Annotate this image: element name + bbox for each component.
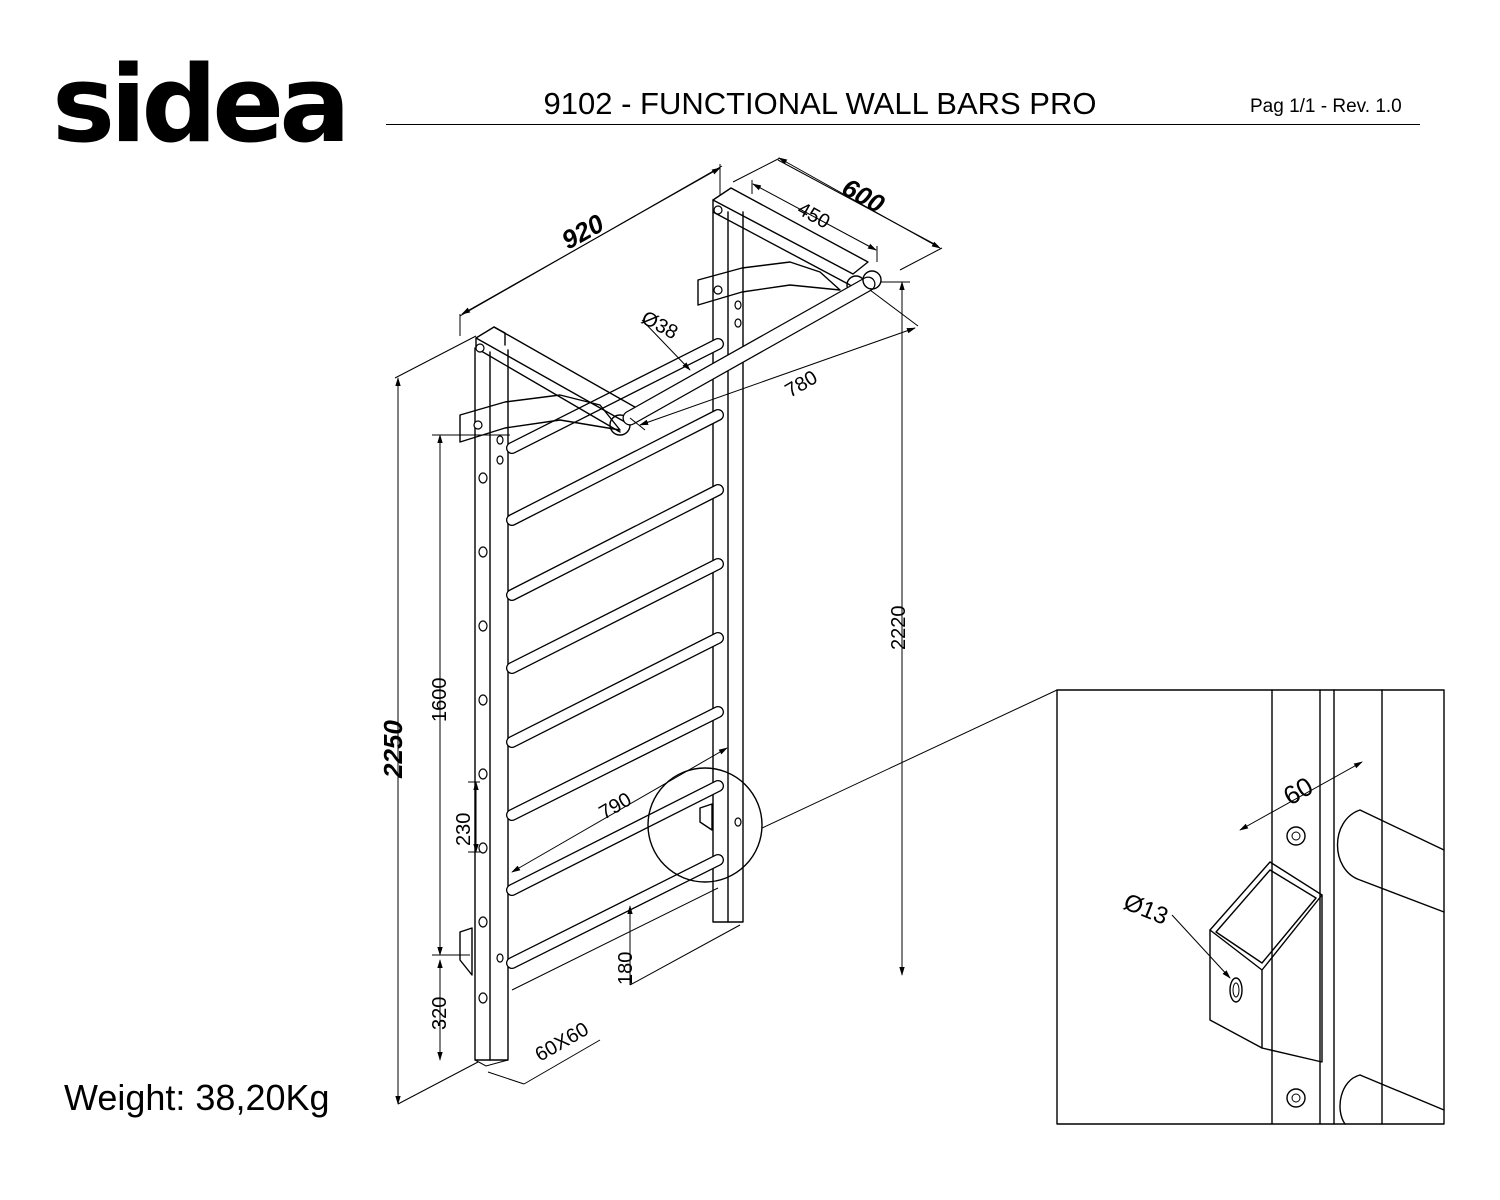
brand-logo: sidea [52, 43, 346, 166]
dim-total-height: 2250 [378, 720, 408, 778]
weight-label: Weight: 38,20Kg [64, 1077, 330, 1118]
page-revision: Pag 1/1 - Rev. 1.0 [1250, 96, 1402, 117]
detail-callout [648, 690, 1444, 1124]
dim-rung-span: 1600 [429, 677, 451, 722]
dim-rung-width-bottom: 790 [595, 788, 636, 825]
page-title: 9102 - FUNCTIONAL WALL BARS PRO [543, 86, 1097, 121]
dim-bar-diameter: Ø38 [637, 306, 682, 345]
detail-hole-diameter: Ø13 [1119, 888, 1172, 931]
dim-bar-length: 600 [837, 172, 890, 220]
dimension-lines [395, 158, 942, 1104]
dim-rung-width-top: 780 [781, 366, 822, 403]
detail-upright-width: 60 [1278, 770, 1319, 812]
dim-upright-section: 60X60 [531, 1018, 593, 1067]
dim-pullup-height: 2220 [888, 605, 910, 650]
dim-bracket-length: 450 [793, 198, 834, 234]
dimension-labels [378, 172, 1318, 1066]
dim-bottom-rung-height: 320 [429, 996, 451, 1030]
dim-depth: 920 [556, 207, 609, 256]
pullup-bar [630, 271, 881, 418]
dim-rung-spacing: 230 [453, 812, 475, 846]
rungs [512, 344, 718, 990]
dim-floor-clearance: 180 [615, 951, 637, 985]
